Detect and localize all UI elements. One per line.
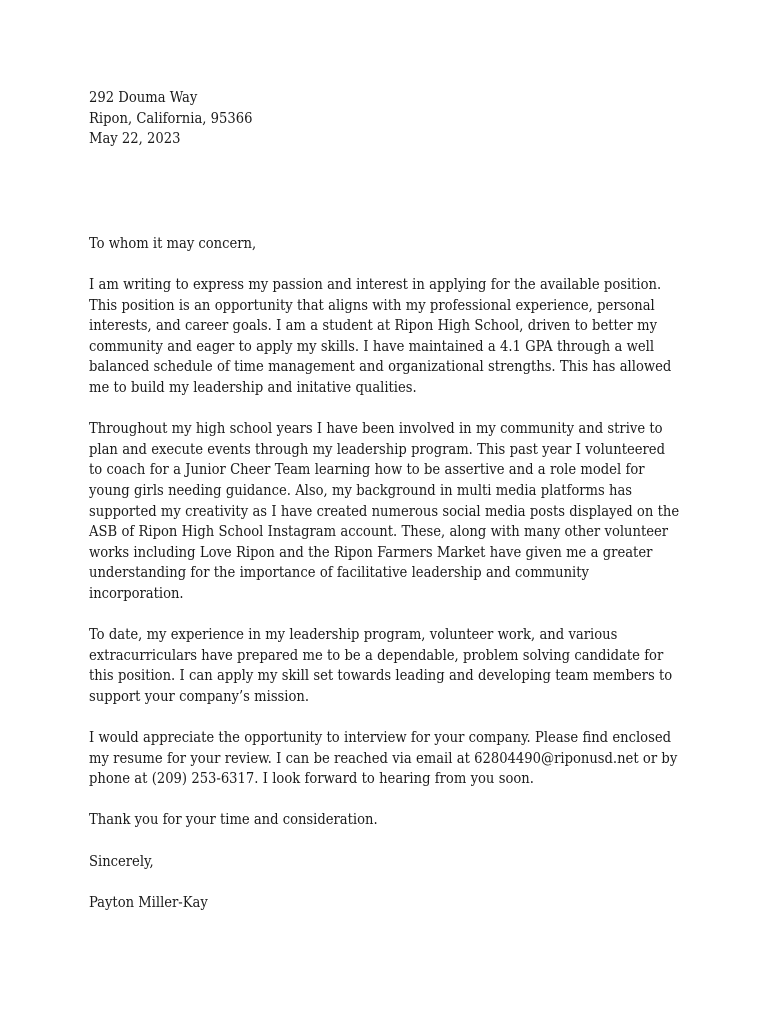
salutation: To whom it may concern, xyxy=(89,234,257,252)
letter-date-line: May 22, 2023 xyxy=(89,130,181,148)
sender-street-line: 292 Douma Way xyxy=(89,89,198,106)
sender-city-state-zip-line: Ripon, California, 95366 xyxy=(89,109,253,127)
signature-name: Payton Miller-Kay xyxy=(89,893,208,911)
body-paragraph-4-contact: I would appreciate the opportunity to interview for your company. Please find enclosed my resume for your review. I can be reached via email at 62804490@riponusd.net or by phone at (209) 253-6317. I look forward to hearing from you soon. xyxy=(89,729,678,788)
letter-content xyxy=(89,88,681,928)
closing-sincerely: Sincerely, xyxy=(89,852,154,870)
body-paragraph-2: Throughout my high school years I have been involved in my community and strive to plan and execute events through my leadership program. This past year I volunteered to coach for a Junior Cheer Team learning how to be assertive and a role model for young girls needing guidance. Also, my background in multi media platforms has supported my creativity as I have created numerous social media posts displayed on the ASB of Ripon High School Instagram account. These, along with many other volunteer works including Love Ripon and the Ripon Farmers Market have given me a greater understanding for the importance of facilitative leadership and community incorporation. xyxy=(89,420,680,602)
sender-address-block xyxy=(89,88,681,150)
body-paragraph-1: I am writing to express my passion and interest in applying for the available position. This position is an opportunity that aligns with my professional experience, personal interests, and career goals. I am a student at Ripon High School, driven to better my community and eager to apply my skills. I have maintained a 4.1 GPA through a well balanced schedule of time management and organizational strengths. This has allowed me to build my leadership and initative qualities. xyxy=(89,275,672,396)
body-paragraph-3: To date, my experience in my leadership program, volunteer work, and various extracurriculars have prepared me to be a dependable, problem solving candidate for this position. I can apply my skill set towards leading and developing team members to support your company’s mission. xyxy=(89,626,673,705)
closing-thanks: Thank you for your time and consideration. xyxy=(89,811,378,829)
